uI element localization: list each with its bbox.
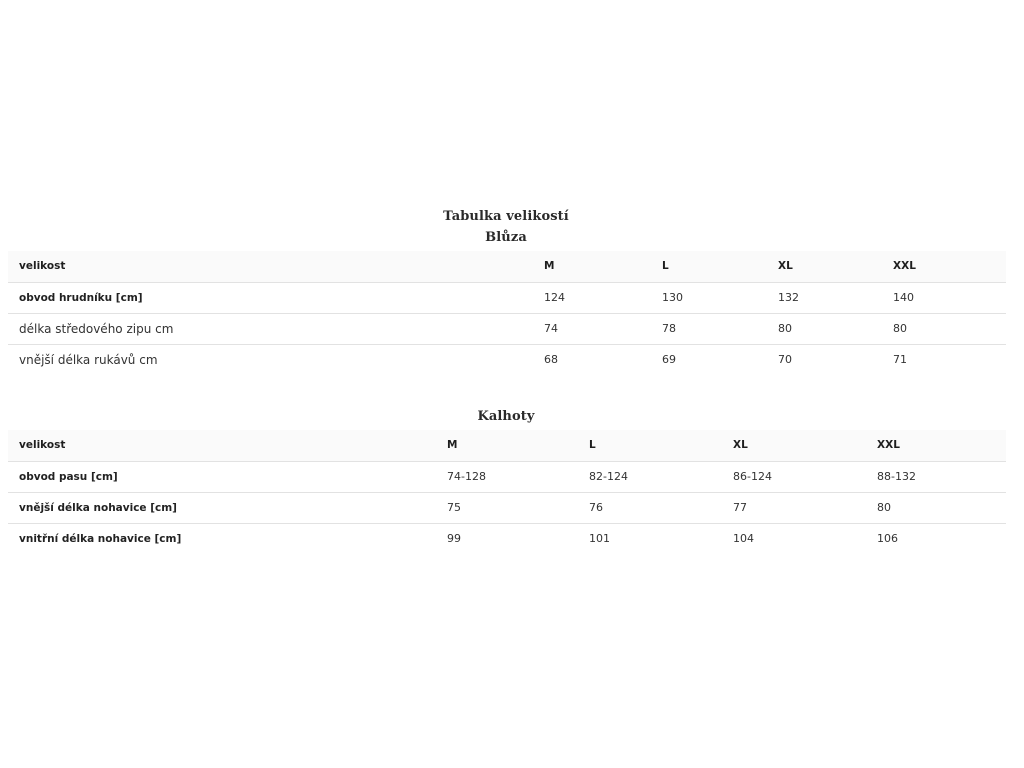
row-label: délka středového zipu cm xyxy=(8,313,533,344)
header-cell-m: M xyxy=(436,430,578,461)
table-cell: 86-124 xyxy=(722,461,866,492)
header-cell-l: L xyxy=(651,251,767,282)
table-header-row xyxy=(8,251,1006,282)
table-header-row xyxy=(8,430,1006,461)
header-cell-xl: XL xyxy=(722,430,866,461)
header-cell-size: velikost xyxy=(8,430,436,461)
table-cell: 74 xyxy=(533,313,651,344)
table-cell: 71 xyxy=(882,344,1006,375)
row-label: vnitřní délka nohavice [cm] xyxy=(8,523,436,554)
table-cell: 68 xyxy=(533,344,651,375)
row-label: obvod hrudníku [cm] xyxy=(8,282,533,313)
pants-section-title: Kalhoty xyxy=(477,409,535,424)
row-label: vnější délka nohavice [cm] xyxy=(8,492,436,523)
header-cell-xxl: XXL xyxy=(866,430,1006,461)
table-cell: 88-132 xyxy=(866,461,1006,492)
row-label: obvod pasu [cm] xyxy=(8,461,436,492)
table-cell: 82-124 xyxy=(578,461,722,492)
table-cell: 101 xyxy=(578,523,722,554)
header-cell-xxl: XXL xyxy=(882,251,1006,282)
table-cell: 140 xyxy=(882,282,1006,313)
table-cell: 77 xyxy=(722,492,866,523)
table-cell: 74-128 xyxy=(436,461,578,492)
table-row xyxy=(8,492,1006,523)
table-cell: 80 xyxy=(767,313,882,344)
table-cell: 70 xyxy=(767,344,882,375)
table-cell: 106 xyxy=(866,523,1006,554)
pants-size-table xyxy=(8,430,1006,554)
table-cell: 78 xyxy=(651,313,767,344)
header-cell-m: M xyxy=(533,251,651,282)
table-row xyxy=(8,313,1006,344)
table-cell: 124 xyxy=(533,282,651,313)
row-label: vnější délka rukávů cm xyxy=(8,344,533,375)
table-cell: 76 xyxy=(578,492,722,523)
header-cell-xl: XL xyxy=(767,251,882,282)
table-cell: 75 xyxy=(436,492,578,523)
header-cell-l: L xyxy=(578,430,722,461)
table-cell: 80 xyxy=(866,492,1006,523)
page-title: Tabulka velikostí xyxy=(443,209,569,224)
table-cell: 132 xyxy=(767,282,882,313)
table-cell: 69 xyxy=(651,344,767,375)
table-cell: 80 xyxy=(882,313,1006,344)
blouse-size-table xyxy=(8,251,1006,375)
table-row xyxy=(8,344,1006,375)
table-row xyxy=(8,461,1006,492)
header-cell-size: velikost xyxy=(8,251,533,282)
table-cell: 99 xyxy=(436,523,578,554)
table-row xyxy=(8,282,1006,313)
table-cell: 130 xyxy=(651,282,767,313)
table-cell: 104 xyxy=(722,523,866,554)
table-row xyxy=(8,523,1006,554)
blouse-section-title: Blůza xyxy=(485,230,527,245)
